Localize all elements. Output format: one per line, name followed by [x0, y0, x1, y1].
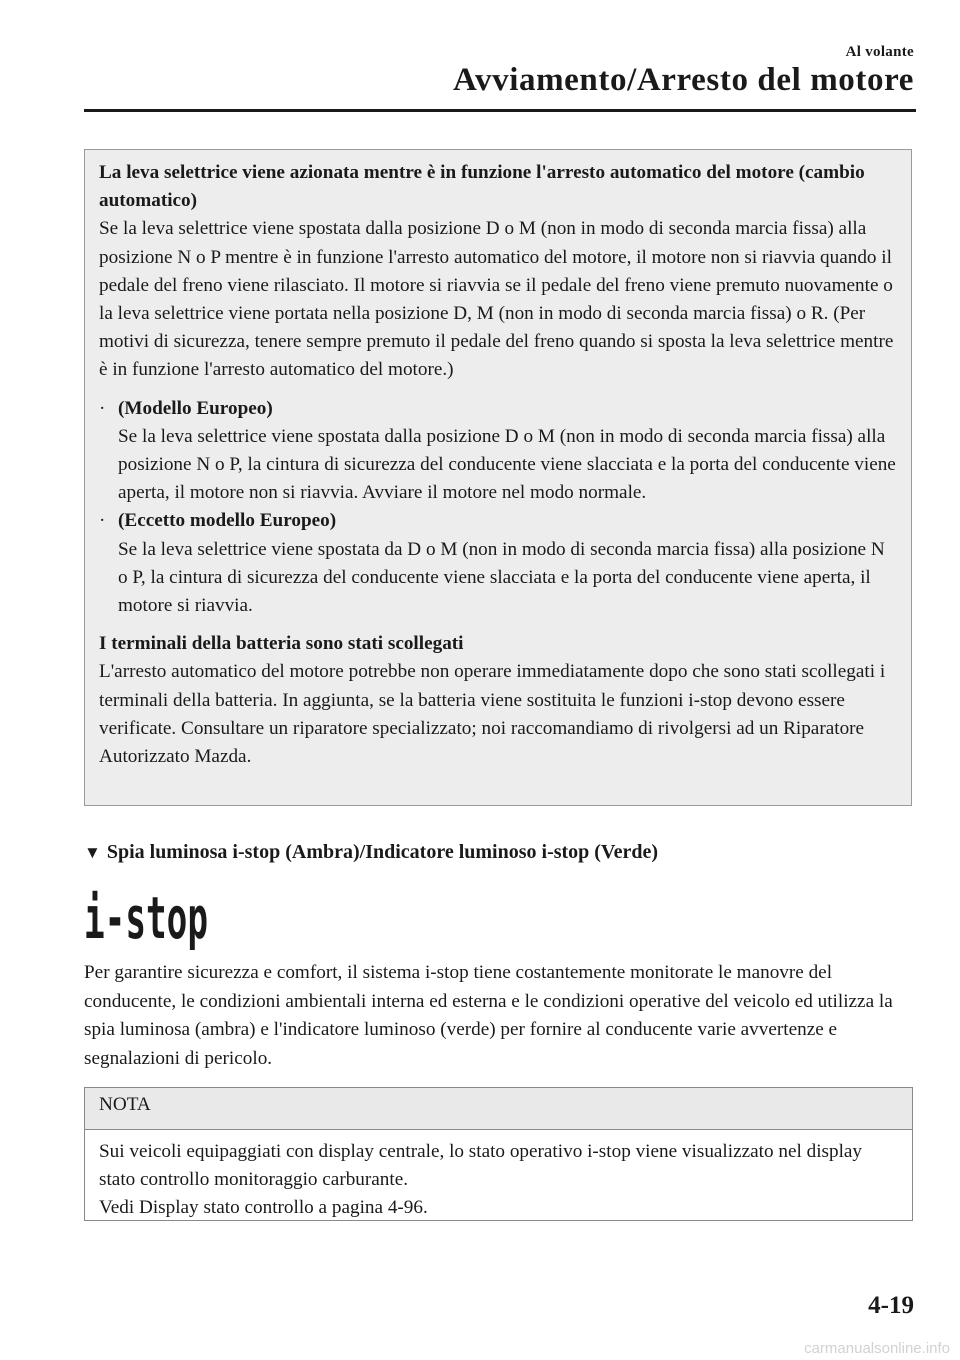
body-paragraph: Per garantire sicurezza e comfort, il sistema i-stop tiene costantemente monitorate le manovre del conducente, le condizioni ambientali interna ed esterna e le condizioni operative del veicolo ed utilizza la spia luminosa (ambra) e l'indicatore luminoso (verde) per fornire al conducente varie avvertenze e segnalazioni di pericolo. [84, 962, 893, 1069]
note-text-reference: Vedi Display stato controllo a pagina 4-96. [99, 1197, 428, 1219]
box-paragraph-battery: L'arresto automatico del motore potrebbe non operare immediatamente dopo che sono stati scollegati i terminali della batteria. In aggiunta, se la batteria viene sostituita le funzioni i-stop devono essere verificate. Consultare un riparatore specializzato; noi raccomandiamo di rivolgersi ad un Riparatore Autorizzato Mazda. [99, 661, 886, 768]
bullet-text: Se la leva selettrice viene spostata da D o M (non in modo di seconda marcia fissa) alla posizione N o P, la cintura di sicurezza del conducente viene slacciata e la porta del conducente viene aperta, il motore si riavvia. [118, 538, 885, 617]
bullet-title: (Modello Europeo) [118, 397, 273, 419]
note-label: NOTA [85, 1088, 912, 1130]
info-box [84, 149, 912, 806]
page-number: 4-19 [868, 1292, 914, 1319]
box-heading-lever: La leva selettrice viene azionata mentre è in funzione l'arresto automatico del motore (cambio automatico) [99, 162, 865, 212]
note-body [85, 1130, 912, 1223]
bullet-marker: · [99, 397, 106, 419]
i-stop-logo-text: i-stop [84, 884, 208, 952]
note-box [84, 1087, 913, 1221]
section-label: Al volante [845, 44, 914, 60]
i-stop-logo-icon [84, 878, 212, 954]
bullet-item-non-europe [99, 507, 899, 620]
section-heading [84, 838, 658, 867]
box-paragraph-lever: Se la leva selettrice viene spostata dalla posizione D o M (non in modo di seconda marcia fissa) alla posizione N o P mentre è in funzione l'arresto automatico del motore, il motore non si riavvia quando il pedale del freno viene rilasciato. Il motore si riavvia se il pedale del freno viene premuto nuovamente o la leva selettrice viene portata nella posizione D, M (non in modo di seconda marcia fissa) o R. (Per motivi di sicurezza, tenere sempre premuto il pedale del freno quando si sposta la leva selettrice mentre è in funzione l'arresto automatico del motore.) [99, 218, 894, 381]
bullet-text: Se la leva selettrice viene spostata dalla posizione D o M (non in modo di seconda marcia fissa) alla posizione N o P, la cintura di sicurezza del conducente viene slacciata e la porta del conducente viene aperta, il motore non si riavvia. Avviare il motore nel modo normale. [118, 425, 896, 504]
section-heading-text: Spia luminosa i-stop (Ambra)/Indicatore luminoso i-stop (Verde) [106, 841, 658, 863]
header-divider [84, 109, 916, 112]
bullet-title: (Eccetto modello Europeo) [118, 510, 337, 532]
section-marker-icon: ▼ [84, 843, 101, 862]
bullet-marker: · [99, 510, 106, 532]
note-text-display: Sui veicoli equipaggiati con display centrale, lo stato operativo i-stop viene visualizzato nel display stato controllo monitoraggio carburante. [99, 1141, 863, 1191]
bullet-item-europe [99, 395, 899, 508]
watermark: carmanualsonline.info [804, 1340, 950, 1357]
page-title: Avviamento/Arresto del motore [453, 62, 914, 98]
box-heading-battery: I terminali della batteria sono stati scollegati [99, 633, 464, 655]
